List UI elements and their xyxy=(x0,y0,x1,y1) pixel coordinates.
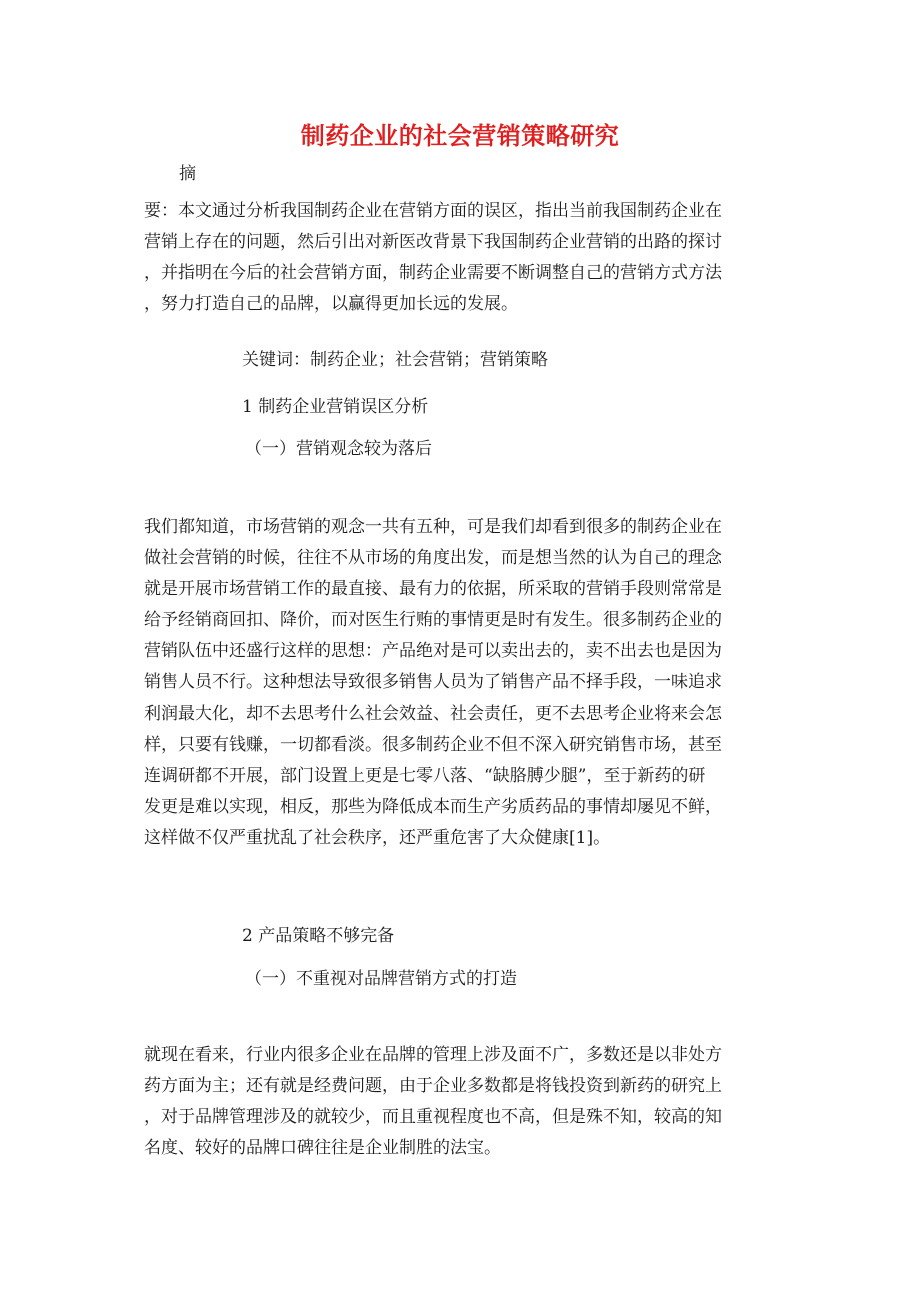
body-line: 连调研都不开展，部门设置上更是七零八落、“缺胳膊少腿”，至于新药的研 xyxy=(144,765,706,786)
keywords: 关键词：制药企业；社会营销；营销策略 xyxy=(242,350,548,370)
abstract-paragraph xyxy=(144,196,788,320)
body-line: 销售人员不行。这种想法导致很多销售人员为了销售产品不择手段，一味追求 xyxy=(144,672,722,693)
body-line: 发更是难以实现，相反，那些为降低成本而生产劣质药品的事情却屡见不鲜， xyxy=(144,796,722,817)
body-line: 我们都知道，市场营销的观念一共有五种，可是我们却看到很多的制药企业在 xyxy=(144,517,722,537)
abstract-line: ，努力打造自己的品牌，以赢得更加长远的发展。 xyxy=(144,294,518,315)
body-line: 利润最大化，却不去思考什么社会效益、社会责任，更不去思考企业将来会怎 xyxy=(144,703,722,724)
abstract-label: 摘 xyxy=(179,164,196,184)
body-line: ，对于品牌管理涉及的就较少，而且重视程度也不高，但是殊不知，较高的知 xyxy=(144,1107,722,1128)
section-2-body xyxy=(144,1040,788,1164)
body-line: 这样做不仅严重扰乱了社会秩序，还严重危害了大众健康[1]。 xyxy=(144,827,611,848)
section-1-subheading: （一）营销观念较为落后 xyxy=(245,439,432,459)
body-line: 样，只要有钱赚，一切都看淡。很多制药企业不但不深入研究销售市场，甚至 xyxy=(144,734,722,755)
section-1-heading: 1 制药企业营销误区分析 xyxy=(242,397,429,417)
section-2-heading: 2 产品策略不够完备 xyxy=(242,926,395,946)
abstract-line: ，并指明在今后的社会营销方面，制药企业需要不断调整自己的营销方式方法 xyxy=(144,263,722,284)
abstract-line: 要：本文通过分析我国制药企业在营销方面的误区，指出当前我国制药企业在 xyxy=(144,201,722,221)
body-line: 就是开展市场营销工作的最直接、最有力的依据，所采取的营销手段则常常是 xyxy=(144,579,722,600)
body-line: 给予经销商回扣、降价，而对医生行贿的事情更是时有发生。很多制药企业的 xyxy=(144,610,722,631)
section-2-subheading: （一）不重视对品牌营销方式的打造 xyxy=(245,969,517,989)
abstract-line: 营销上存在的问题，然后引出对新医改背景下我国制药企业营销的出路的探讨 xyxy=(144,232,722,253)
body-line: 营销队伍中还盛行这样的思想：产品绝对是可以卖出去的，卖不出去也是因为 xyxy=(144,641,722,662)
section-1-body xyxy=(144,512,788,854)
body-line: 药方面为主；还有就是经费问题，由于企业多数都是将钱投资到新药的研究上 xyxy=(144,1076,722,1097)
body-line: 就现在看来，行业内很多企业在品牌的管理上涉及面不广，多数还是以非处方 xyxy=(144,1045,722,1065)
body-line: 名度、较好的品牌口碑往往是企业制胜的法宝。 xyxy=(144,1138,501,1159)
body-line: 做社会营销的时候，往往不从市场的角度出发，而是想当然的认为自己的理念 xyxy=(144,548,722,569)
document-title: 制药企业的社会营销策略研究 xyxy=(300,122,620,150)
